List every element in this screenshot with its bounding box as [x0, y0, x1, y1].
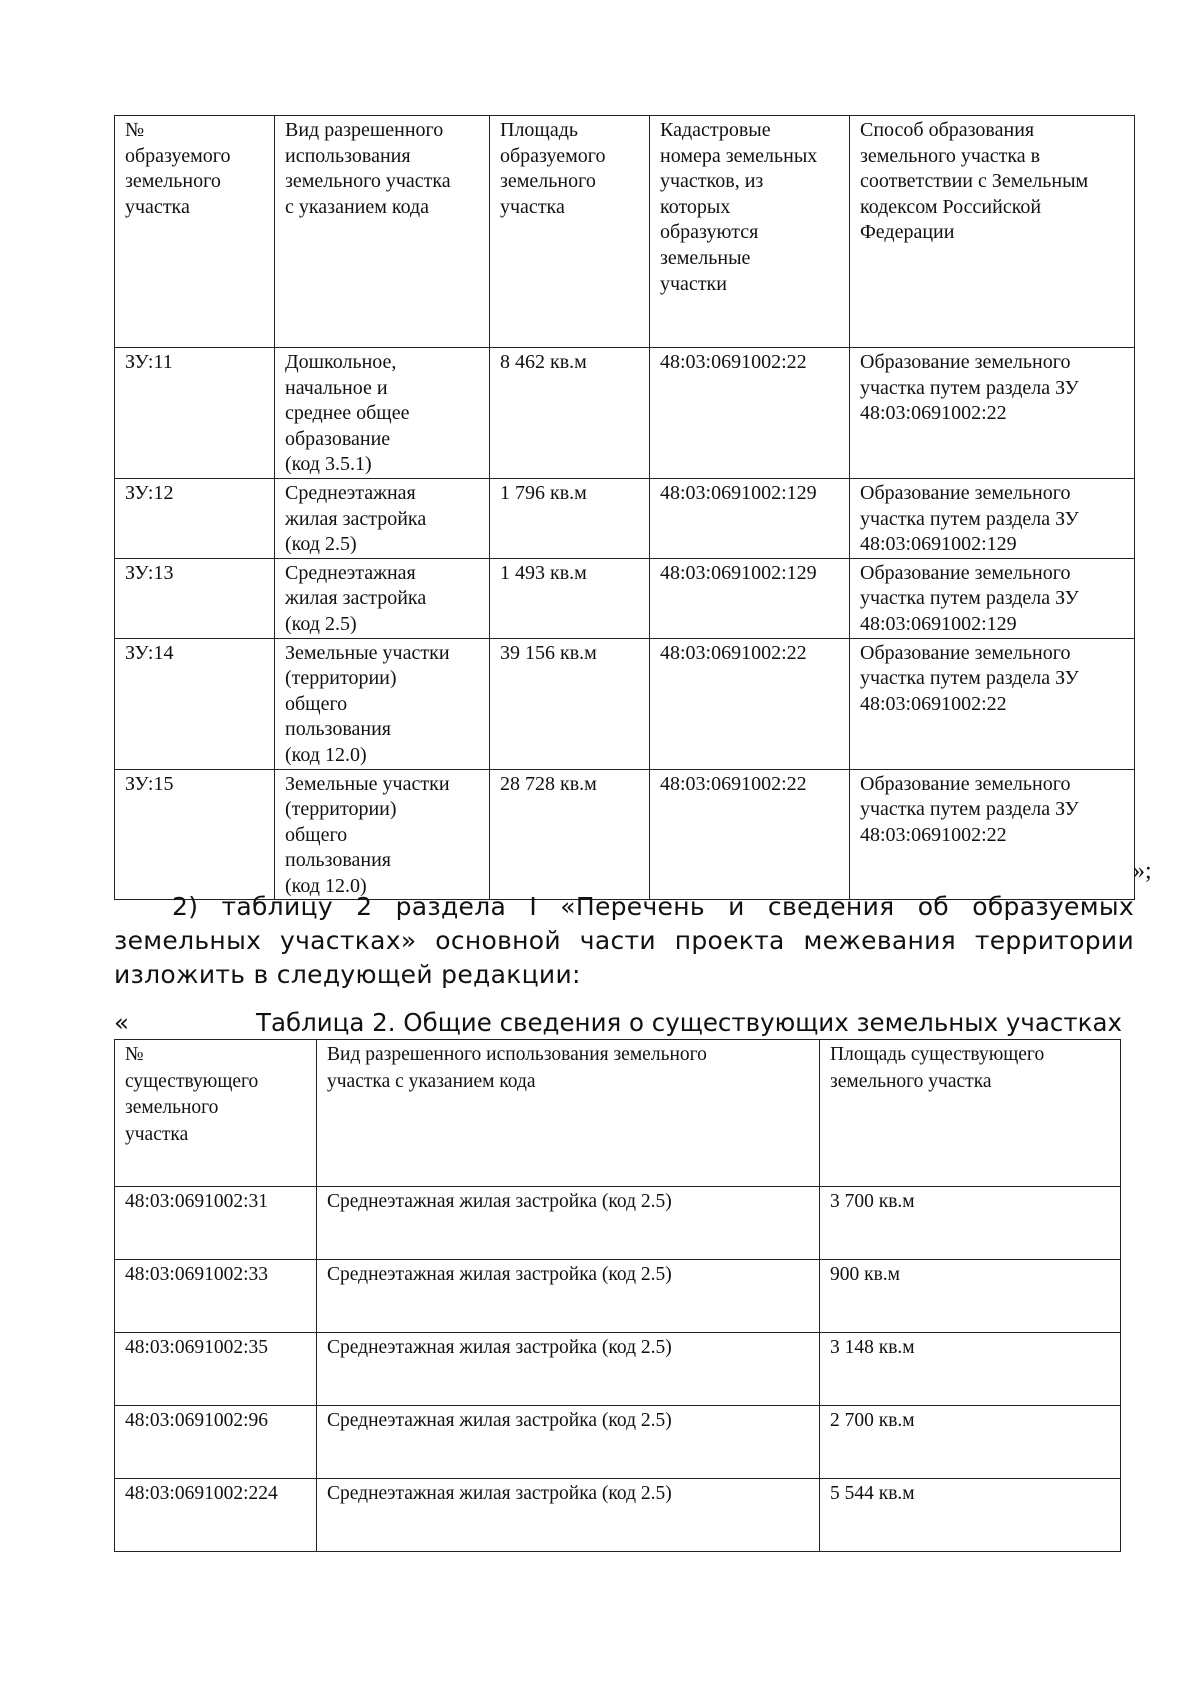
area-cell: 39 156 кв.м [490, 638, 650, 769]
cadastral-number-cell: 48:03:0691002:22 [650, 638, 850, 769]
table-row [115, 478, 1135, 558]
formation-method-cell: Образование земельного участка путем раздела ЗУ 48:03:0691002:22 [850, 769, 1135, 900]
table-row [115, 1333, 1121, 1406]
table-row [115, 1479, 1121, 1552]
usage-type-cell: Земельные участки (территории) общего пользования (код 12.0) [275, 769, 490, 900]
area-cell: 2 700 кв.м [820, 1406, 1121, 1479]
area-cell: 1 493 кв.м [490, 558, 650, 638]
area-cell: 900 кв.м [820, 1260, 1121, 1333]
table-row [115, 769, 1135, 900]
header-cell: Площадь существующего земельного участка [820, 1040, 1121, 1187]
usage-type-cell: Земельные участки (территории) общего пользования (код 12.0) [275, 638, 490, 769]
amendment-paragraph [114, 890, 1134, 992]
area-cell: 3 700 кв.м [820, 1187, 1121, 1260]
usage-type-cell: Среднеэтажная жилая застройка (код 2.5) [317, 1187, 820, 1260]
table-header-row [115, 1040, 1121, 1187]
table2-caption: Таблица 2. Общие сведения о существующих земельных участках [256, 1008, 1122, 1037]
table-row [115, 638, 1135, 769]
cadastral-number-cell: 48:03:0691002:22 [650, 769, 850, 900]
plot-number-cell: ЗУ:12 [115, 478, 275, 558]
area-cell: 5 544 кв.м [820, 1479, 1121, 1552]
cadastral-number-cell: 48:03:0691002:129 [650, 478, 850, 558]
header-cell: № образуемого земельного участка [115, 116, 275, 348]
usage-type-cell: Среднеэтажная жилая застройка (код 2.5) [317, 1333, 820, 1406]
table-row [115, 1187, 1121, 1260]
plot-number-cell: ЗУ:15 [115, 769, 275, 900]
cadastral-number-cell: 48:03:0691002:31 [115, 1187, 317, 1260]
usage-type-cell: Среднеэтажная жилая застройка (код 2.5) [317, 1406, 820, 1479]
formation-method-cell: Образование земельного участка путем раздела ЗУ 48:03:0691002:129 [850, 558, 1135, 638]
formation-method-cell: Образование земельного участка путем раздела ЗУ 48:03:0691002:22 [850, 348, 1135, 479]
paragraph-text: 2) таблицу 2 раздела I «Перечень и сведения об образуемых земельных участках» основной части проекта межевания территории изложить в следующей редакции: [114, 892, 1134, 989]
cadastral-number-cell: 48:03:0691002:96 [115, 1406, 317, 1479]
usage-type-cell: Среднеэтажная жилая застройка (код 2.5) [275, 558, 490, 638]
usage-type-cell: Дошкольное, начальное и среднее общее образование (код 3.5.1) [275, 348, 490, 479]
cadastral-number-cell: 48:03:0691002:129 [650, 558, 850, 638]
table-row [115, 1406, 1121, 1479]
cadastral-number-cell: 48:03:0691002:33 [115, 1260, 317, 1333]
table-header-row [115, 116, 1135, 348]
formation-method-cell: Образование земельного участка путем раздела ЗУ 48:03:0691002:22 [850, 638, 1135, 769]
table-opening-quote: « [114, 1008, 129, 1037]
header-cell: Площадь образуемого земельного участка [490, 116, 650, 348]
plot-number-cell: ЗУ:11 [115, 348, 275, 479]
table-row [115, 348, 1135, 479]
usage-type-cell: Среднеэтажная жилая застройка (код 2.5) [275, 478, 490, 558]
header-cell: № существующего земельного участка [115, 1040, 317, 1187]
table-row [115, 1260, 1121, 1333]
header-cell: Вид разрешенного использования земельного участка с указанием кода [275, 116, 490, 348]
formation-method-cell: Образование земельного участка путем раздела ЗУ 48:03:0691002:129 [850, 478, 1135, 558]
cadastral-number-cell: 48:03:0691002:22 [650, 348, 850, 479]
table-row [115, 558, 1135, 638]
table2-caption-row [114, 1006, 1134, 1040]
cadastral-number-cell: 48:03:0691002:35 [115, 1333, 317, 1406]
header-cell: Способ образования земельного участка в соответствии с Земельным кодексом Российской Федерации [850, 116, 1135, 348]
usage-type-cell: Среднеэтажная жилая застройка (код 2.5) [317, 1479, 820, 1552]
existing-land-plots-table [114, 1039, 1121, 1552]
cadastral-number-cell: 48:03:0691002:224 [115, 1479, 317, 1552]
plot-number-cell: ЗУ:14 [115, 638, 275, 769]
header-cell: Вид разрешенного использования земельного участка с указанием кода [317, 1040, 820, 1187]
land-plots-formed-table [114, 115, 1135, 900]
header-cell: Кадастровые номера земельных участков, из которых образуются земельные участки [650, 116, 850, 348]
area-cell: 1 796 кв.м [490, 478, 650, 558]
table-closing-quote: »; [1133, 858, 1152, 884]
usage-type-cell: Среднеэтажная жилая застройка (код 2.5) [317, 1260, 820, 1333]
area-cell: 28 728 кв.м [490, 769, 650, 900]
plot-number-cell: ЗУ:13 [115, 558, 275, 638]
area-cell: 8 462 кв.м [490, 348, 650, 479]
area-cell: 3 148 кв.м [820, 1333, 1121, 1406]
